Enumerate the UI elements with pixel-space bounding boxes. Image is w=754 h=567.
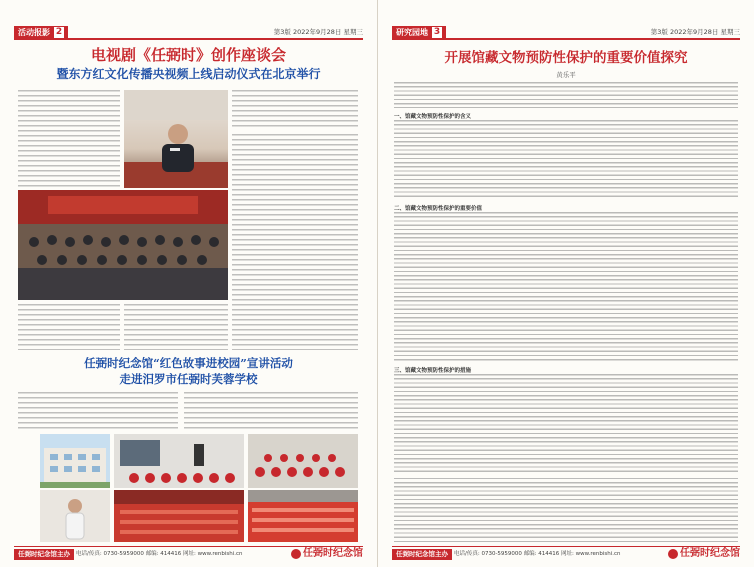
page-number: 2 [55, 27, 63, 37]
issue-info: 第3版 2022年9月28日 星期三 [650, 28, 740, 36]
footer-contact: 电话/传真: 0730-5959000 邮编: 414416 网址: www.renbishi.cn [76, 551, 243, 557]
body-text-column [18, 304, 120, 350]
page-header [392, 26, 740, 40]
students-photo [248, 434, 358, 488]
page-footer [14, 546, 363, 560]
section-label-text: 研究园地 [396, 28, 428, 37]
body-text-column [232, 134, 358, 350]
speaker-student-photo [40, 490, 110, 542]
school-building-photo [40, 434, 110, 488]
article-title: 电视剧《任弼时》创作座谈会 [90, 46, 286, 64]
crowd-graphic [248, 490, 358, 542]
group-photo-graphic [18, 190, 228, 300]
page-footer [392, 546, 740, 560]
subheading: 一、馆藏文物预防性保护的含义 [394, 114, 472, 120]
subheading: 二、馆藏文物预防性保护的重要价值 [394, 206, 483, 212]
article-subtitle: 暨东方红文化传播央视频上线启动仪式在北京举行 [56, 67, 321, 81]
footer-contact: 电话/传真: 0730-5959000 邮编: 414416 网址: www.renbishi.cn [454, 551, 621, 557]
section-label-text: 活动报影 [18, 28, 50, 37]
subheading: 三、馆藏文物预防性保护的措施 [394, 368, 472, 374]
classroom-graphic [114, 434, 244, 488]
author-name: 黄乐平 [556, 71, 576, 79]
logo-icon [668, 549, 678, 559]
article2-title: 任弼时纪念馆“红色故事进校园”宣讲活动 [84, 356, 293, 370]
body-text-column [18, 90, 120, 188]
speaker-student-graphic [40, 490, 110, 542]
article-title: 开展馆藏文物预防性保护的重要价值探究 [444, 50, 688, 66]
crowd-photo [248, 490, 358, 542]
footer-logo [668, 547, 740, 561]
section-label [14, 26, 68, 39]
body-text [394, 120, 738, 200]
classroom-photo [114, 434, 244, 488]
footer-logo-text: 任弼时纪念馆 [680, 548, 740, 559]
footer-tag: 任弼时纪念馆主办 [14, 549, 74, 560]
page-number: 3 [433, 27, 441, 37]
body-text-column [232, 90, 358, 130]
body-text [394, 212, 738, 362]
references-divider [394, 478, 738, 479]
article2-subtitle: 走进汨罗市任弼时芙蓉学校 [119, 372, 258, 386]
page-header [14, 26, 363, 40]
abstract-text [394, 82, 738, 108]
body-text-column [184, 392, 358, 432]
section-label [392, 26, 446, 39]
school-building-graphic [40, 434, 110, 488]
footer-logo [291, 547, 363, 561]
references-text [394, 482, 738, 542]
issue-info: 第3版 2022年9月28日 星期三 [273, 28, 363, 36]
body-text-column [18, 392, 178, 432]
group-photo [18, 190, 228, 300]
footer-tag: 任弼时纪念馆主办 [392, 549, 452, 560]
right-page [377, 0, 754, 567]
body-text-column [124, 304, 228, 350]
assembly-graphic [114, 490, 244, 542]
body-text [394, 374, 738, 474]
assembly-photo [114, 490, 244, 542]
speaker-photo [124, 90, 228, 188]
footer-logo-text: 任弼时纪念馆 [303, 548, 363, 559]
students-graphic [248, 434, 358, 488]
speaker-photo-graphic [124, 90, 228, 188]
logo-icon [291, 549, 301, 559]
